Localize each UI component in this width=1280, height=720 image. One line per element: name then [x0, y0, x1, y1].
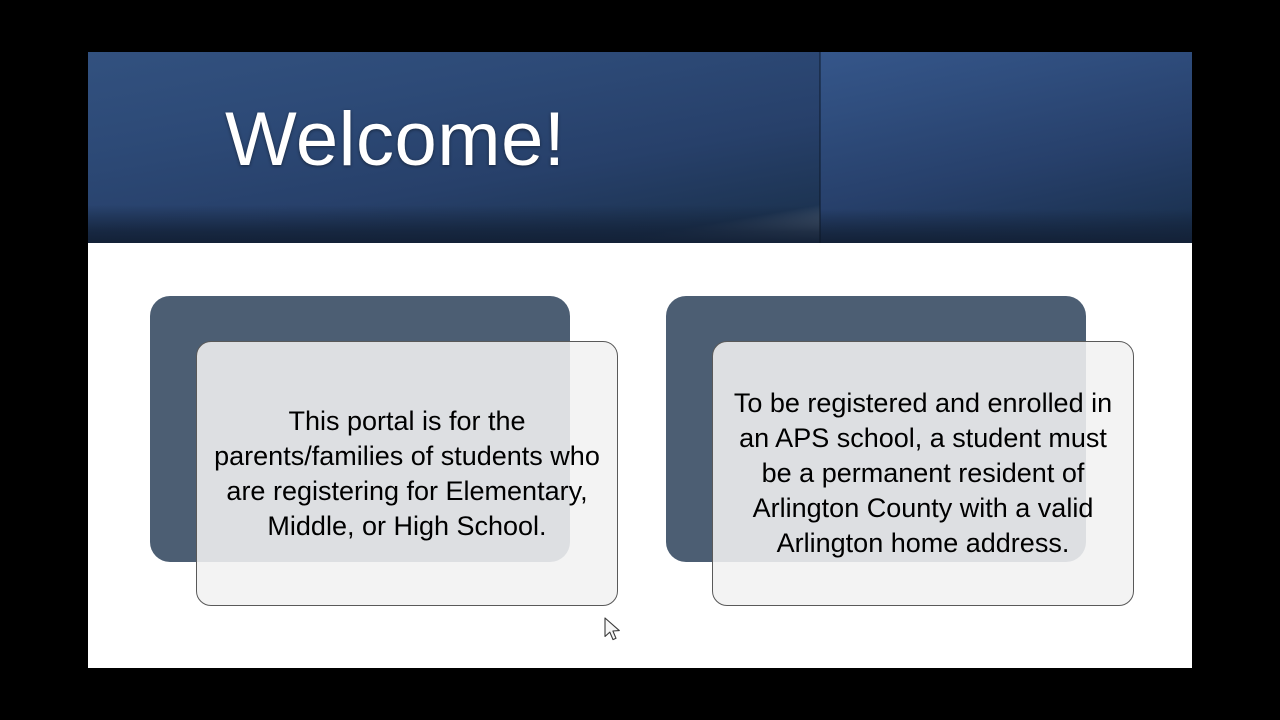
callout-front-plate — [196, 341, 618, 606]
presentation-slide — [88, 52, 1192, 668]
slide-title-band — [88, 52, 1192, 243]
callout-text: This portal is for the parents/families of students who are registering for Elementary, Middle, or High School. — [214, 405, 600, 541]
title-band-right-panel — [820, 52, 1192, 243]
slide-body-area — [88, 243, 1192, 668]
callout-card-portal-audience — [150, 296, 618, 610]
callout-card-residency-requirement — [666, 296, 1134, 610]
callout-text: To be registered and enrolled in an APS school, a student must be a permanent resident of Arlington County with a valid Arlington home address. — [733, 388, 1113, 558]
callout-front-plate — [712, 341, 1134, 606]
title-band-seam-divider — [819, 52, 821, 243]
page-title: Welcome! — [225, 97, 566, 182]
